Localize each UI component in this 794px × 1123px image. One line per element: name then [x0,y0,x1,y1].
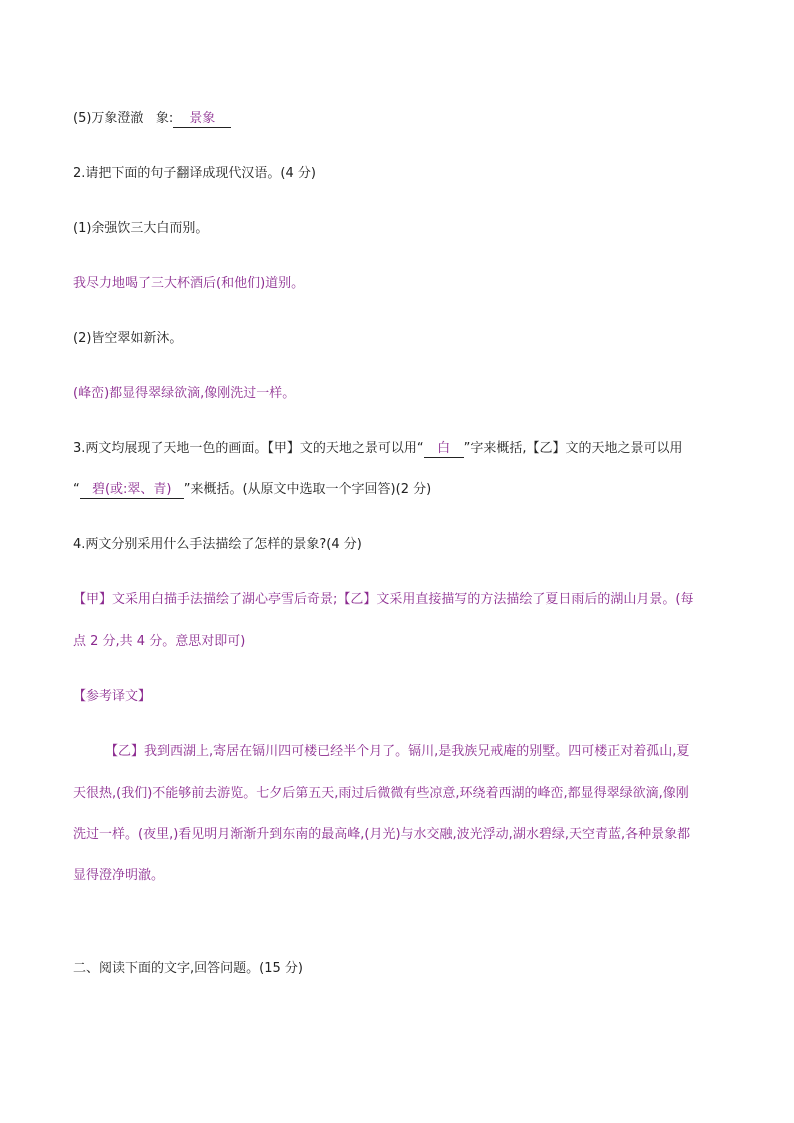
q3-blank-2 [80,482,184,499]
q1-5-blank [173,111,231,128]
q1-5-answer: 景象 [189,111,216,126]
q2-sentence-2: (2)皆空翠如新沐。 [73,331,183,346]
q2-answer-2: (峰峦)都显得翠绿欲滴,像刚洗过一样。 [73,386,296,401]
q1-5-term: 象: [155,111,174,126]
q1-5-prefix: (5)万象澄澈 [73,111,144,126]
q2-answer-1: 我尽力地喝了三大杯酒后(和他们)道别。 [73,276,305,291]
translation-heading: 【参考译文】 [73,689,152,704]
q3-part-4: ”来概括。(从原文中选取一个字回答)(2 分) [183,482,432,497]
translation-line-3: 洗过一样。(夜里,)看见明月渐渐升到东南的最高峰,(月光)与水交融,波光浮动,湖水碧绿,天空青蓝,各种景象都 [73,827,691,842]
translation-line-1: 【乙】我到西湖上,寄居在镉川四可楼已经半个月了。镉川,是我族兄戒庵的别墅。四可楼正对着孤山,夏 [105,744,690,759]
q3-line-2 [73,481,431,499]
q4-answer-line-2: 点 2 分,共 4 分。意思对即可) [73,634,246,649]
translation-line-2: 天很热,(我们)不能够前去游览。七夕后第五天,雨过后微微有些凉意,环绕着西湖的峰峦,都显得翠绿欲滴,像刚 [73,786,689,801]
q3-line-1 [73,440,683,458]
translation-line-4: 显得澄净明澈。 [73,868,165,883]
q3-part-2: ”字来概括,【乙】文的天地之景可以用 [463,441,683,456]
q4-title: 4.两文分别采用什么手法描绘了怎样的景象?(4 分) [73,537,362,552]
q2-title: 2.请把下面的句子翻译成现代汉语。(4 分) [73,166,316,181]
q4-answer-line-1: 【甲】文采用白描手法描绘了湖心亭雪后奇景;【乙】文采用直接描写的方法描绘了夏日雨后的湖山月景。(每 [73,592,694,607]
section-2-title: 二、阅读下面的文字,回答问题。(15 分) [73,961,303,976]
q2-sentence-1: (1)余强饮三大白而别。 [73,221,209,236]
q3-blank-1 [424,441,464,458]
q1-5-line [73,110,231,128]
q3-answer-1: 白 [437,441,451,456]
q3-part-3: “ [73,482,80,497]
q3-part-1: 3.两文均展现了天地一色的画面。【甲】文的天地之景可以用“ [73,441,424,456]
q3-answer-2: 碧(或:翠、青) [91,482,172,497]
